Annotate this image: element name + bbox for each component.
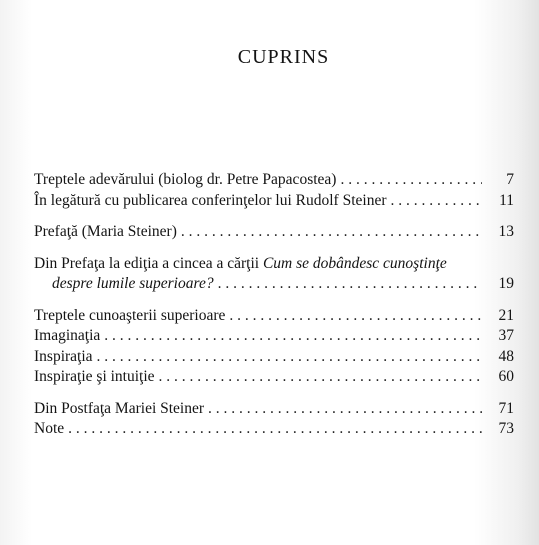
toc-entry	[34, 222, 514, 243]
toc-entry-page: 73	[498, 420, 514, 437]
toc-entry-title: Inspiraţie şi intuiţie	[34, 368, 155, 385]
table-of-contents	[34, 170, 514, 440]
toc-entry-title: Imaginaţia	[34, 327, 101, 344]
toc-entry-title: Inspiraţia	[34, 347, 93, 365]
toc-entry-page: 7	[506, 171, 514, 188]
toc-entry-page: 13	[498, 223, 514, 240]
toc-entry	[34, 274, 514, 295]
toc-entry	[34, 419, 514, 440]
toc-entry	[34, 367, 514, 388]
toc-entry-title: Prefaţă (Maria Steiner)	[34, 223, 177, 240]
toc-entry	[34, 347, 514, 368]
section-gap	[34, 243, 514, 254]
toc-entry-page: 71	[498, 399, 514, 417]
page-title: CUPRINS	[237, 46, 330, 68]
toc-entry	[34, 191, 514, 212]
toc-entry-first-line	[34, 254, 514, 275]
toc-entry-title: În legătură cu publicarea conferinţelor lui Rudolf Steiner	[34, 191, 387, 209]
toc-entry-title: Note	[34, 420, 65, 437]
toc-entry	[34, 399, 514, 420]
toc-entry-title-prefix: Din Prefaţa la ediţia a cincea a cărţii	[34, 254, 263, 272]
toc-entry-page: 19	[498, 275, 514, 292]
dot-leader	[97, 347, 482, 368]
toc-entry-title: Treptele cunoaşterii superioare	[34, 306, 226, 324]
section-gap	[34, 295, 514, 306]
dot-leader	[68, 419, 482, 440]
book-title-italic: Cum se dobândesc cunoştinţe	[262, 254, 447, 272]
section-gap	[34, 211, 514, 222]
dot-leader	[159, 367, 482, 388]
dot-leader	[340, 170, 482, 191]
toc-entry-page: 11	[499, 191, 514, 209]
toc-entry	[34, 306, 514, 327]
toc-entry-page: 60	[498, 368, 514, 385]
section-gap	[34, 388, 514, 399]
toc-entry-page: 37	[498, 327, 514, 344]
book-title-italic-continued: despre lumile superioare?	[52, 275, 214, 292]
dot-leader	[218, 274, 482, 295]
toc-entry-page: 48	[498, 347, 514, 365]
dot-leader	[181, 222, 482, 243]
toc-entry-page: 21	[498, 306, 514, 324]
toc-entry	[34, 170, 514, 191]
toc-entry-title: Treptele adevărului (biolog dr. Petre Papacostea)	[34, 171, 337, 188]
toc-entry-title: Din Postfaţa Mariei Steiner	[34, 399, 205, 417]
toc-entry	[34, 326, 514, 347]
dot-leader	[104, 326, 482, 347]
dot-leader	[391, 191, 483, 212]
dot-leader	[229, 306, 482, 327]
dot-leader	[208, 399, 482, 420]
